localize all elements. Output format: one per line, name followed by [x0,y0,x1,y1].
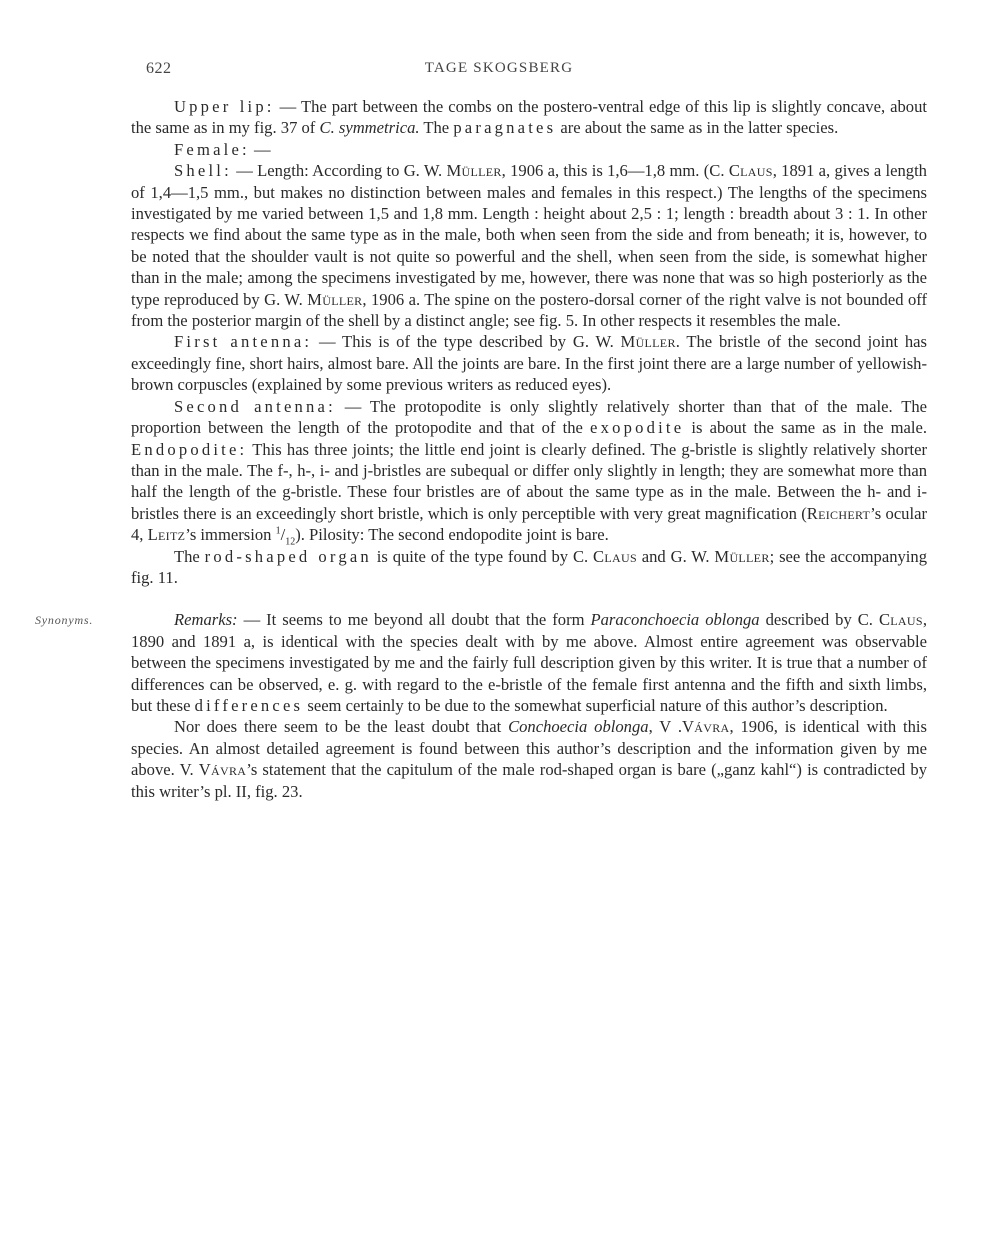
author-name: Vávra [682,717,730,737]
text-span: seem certainly to be due to the somewhat superficial nature of this author’s description. [303,695,888,715]
text-span: This has three joints; the little end joint is clearly defined. The g-bristle is slightly relatively shorter than in the male. The f-, h-, i- and j-bristles are subequal or differ only slightly in length; they are somewhat more than half the length of the g-bristle. These four bristles are of about the same type as in the male. Between the h- and i-bristles there is an exceedingly short bristle, which is only perceptible with very great magnification ( [131,439,927,523]
text-span: — This is of the type described by G. W. [312,332,621,352]
page-number: 622 [146,60,172,77]
heading-female: Female: [174,139,250,159]
paragraph-shell [131,160,927,331]
species-name: Conchoecia oblonga [508,717,649,737]
term-paragnates: paragnates [453,118,557,138]
text-span: — [249,139,271,159]
paragraph-second-antenna: Second antenna: — The protopodite is only slightly relatively shorter than that of the male. The proportion between the length of the protopodite and that of the exopodite is about the same as in the male. Endopodite: This has three joints; the little end joint is clearly defined. The g-bristle is slightly relatively shorter than in the male. The f-, h-, i- and j-bristles are subequal or differ only slightly in length; they are somewhat more than half the length of the g-bristle. These four bristles are of about the same type as in the male. Between the h- and i-bristles there is an exceedingly short bristle, which is only perceptible with very great magnification (Reichert’s ocular 4, Leitz’s immersion $^1/_{12}$). Pilosity: The second endopodite joint is bare. [131,396,927,548]
synonyms-section [35,609,927,802]
text-span: . The bristle of the second joint has exceedingly fine, short hairs, almost bare. All the joints are bare. In the first joint there are a large number of yellowish-brown corpuscles (explained by some previous writers as reduced eyes). [131,332,927,395]
text-span: ). Pilosity: The second endopodite joint is bare. [295,525,609,545]
text-span: , 1906 a. The spine on the postero-dorsal corner of the right valve is not bounded off from the posterior margin of the shell by a distinct angle; see fig. 5. In other respects it resembles the male. [131,289,927,331]
author-name: Claus [878,610,923,630]
author-name: Müller [620,332,676,352]
term-endopodite: Endopodite: [131,439,248,459]
heading-second-antenna: Second antenna: [174,396,336,416]
text-span: ’s ocular 4, [131,503,927,545]
text-span: and G. W. [636,546,715,566]
text-span: — The protopodite is only slightly relatively shorter than that of the male. The proportion between the length of the protopodite and that of the [131,396,927,438]
paragraph-conchoecia-oblonga [131,716,927,802]
term-exopodite: exopodite [590,418,685,438]
heading-upper-lip: Upper lip: [174,97,275,116]
article-body [35,96,928,802]
text-span: , 1890 and 1891 a, is identical with the species dealt with by me above. Almost entire agreement was observable between the specimens investigated by me and the fairly full description given by this writer. It is true that a number of differences can be observed, e. g. with regard to the e-bristle of the female first antenna and the fifth and sixth limbs, but these [131,610,927,715]
text-span: ’s statement that the capitulum of the male rod-shaped organ is bare („ganz kahl“) is contradicted by this writer’s pl. II, fig. 23. [131,760,927,801]
species-name: C. symmetrica. [319,118,420,138]
heading-first-antenna: First antenna: [174,332,313,352]
text-span: — The part between the combs on the postero-ventral edge of this lip is slightly concave, about the same as in my fig. 37 of [131,97,927,138]
text-span: , 1906, is identical with this species. An almost detailed agreement is found between this author’s description and the information given by me above. V. [131,717,927,780]
author-name: Leitz [147,525,186,545]
text-span: — It seems to me beyond all doubt that the form [237,610,591,630]
running-title: TAGE SKOGSBERG [424,60,574,76]
paragraph-female [131,139,927,160]
paragraph-upper-lip [131,96,927,139]
text-span: are about the same as in the latter species. [556,118,839,138]
fraction-denominator: 12 [285,536,296,548]
text-span: , V . [648,717,682,737]
text-span: ’s immersion [185,525,276,545]
text-span: The [419,118,454,138]
heading-remarks: Remarks: [174,610,238,630]
text-span: Nor does there seem to be the least doubt that [174,717,509,737]
author-name: Müller [714,546,770,566]
text-span: described by C. [759,610,879,630]
author-name: Vávra [198,760,247,780]
author-name: Claus [593,546,637,566]
author-name: Claus [728,161,773,181]
species-name: Paraconchoecia oblonga [590,610,760,630]
heading-shell: Shell: [174,161,232,181]
author-name: Reichert [806,503,871,523]
paragraph-first-antenna [131,331,927,395]
text-span: , 1906 a, this is 1,6—1,8 mm. (C. [501,161,729,181]
text-span: — Length: According to G. W. [231,161,447,181]
paragraph-rod-shaped-organ [131,546,927,589]
page-header [0,60,998,84]
text-span: , 1891 a, gives a length of 1,4—1,5 mm., but makes no distinction between males and females in this respect.) The lengths of the specimens investigated by me varied between 1,5 and 1,8 mm. Length : height about 2,5 : 1; length : breadth about 3 : 1. In other respects we find about the same type as in the male, both when seen from the side and from beneath; it is, however, to be noted that the shoulder vault is not quite so powerful and the shell, when seen from the side, is somewhat higher than in the male; among the specimens investigated by me, however, there was none that was so high posteriorly as the type reproduced by G. W. [131,161,927,309]
text-span: is quite of the type found by C. [371,546,594,566]
author-name: Müller [307,289,363,309]
term-rod-shaped-organ: rod-shaped organ [204,546,372,566]
text-span: The [174,546,205,566]
author-name: Müller [446,161,502,181]
text-span: ; see the accompanying fig. 11. [131,546,928,587]
text-span: is about the same as in the male. [684,418,927,438]
spaced-word: differences [194,695,304,715]
margin-note-synonyms: Synonyms. [35,613,94,628]
fraction-numerator: 1 [275,525,281,537]
paragraph-remarks [131,609,927,716]
